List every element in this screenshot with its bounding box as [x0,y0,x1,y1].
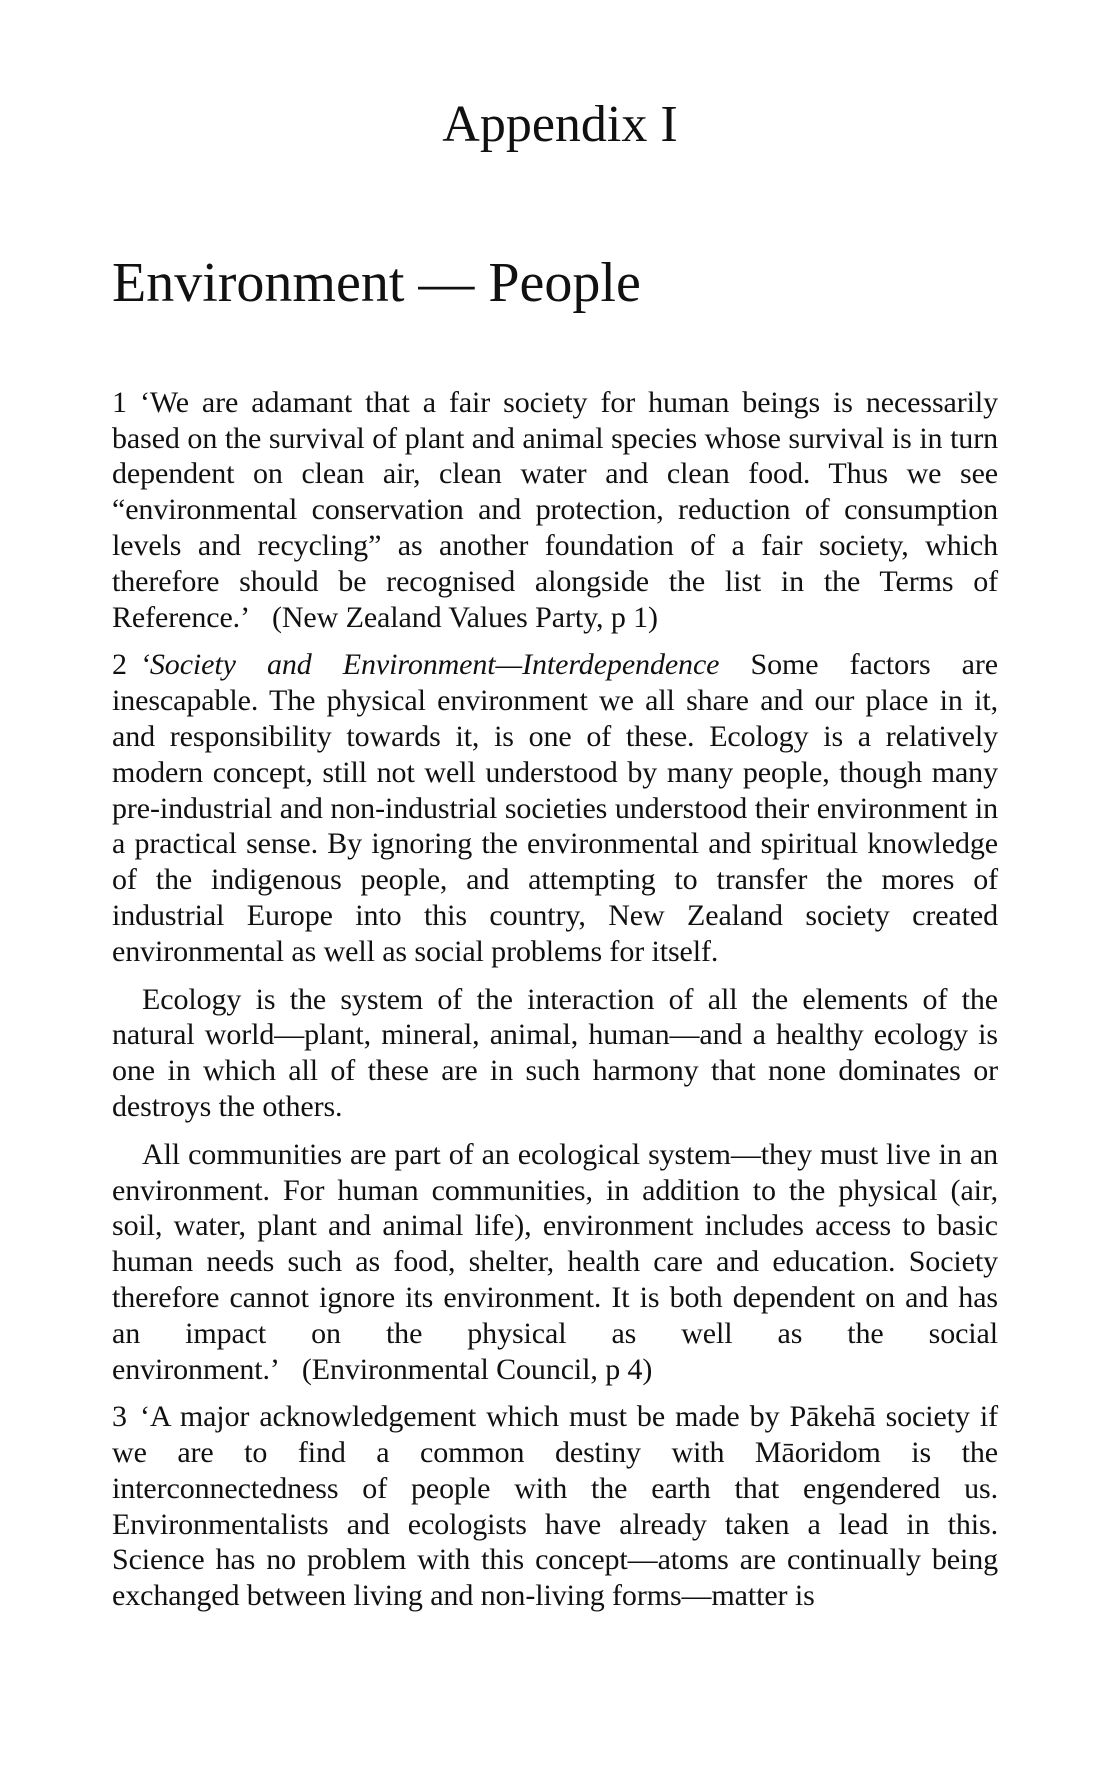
paragraph-text: ‘A major acknowledgement which must be made by Pākehā society if we are to find a common destiny with Māoridom is the interconnectedness of people with the earth that engendered us. Environmentalists and ecologists have already taken a lead in this. Science has no problem with this concept—atoms are continually being exchanged between living and non-living forms—matter is [112,1400,998,1613]
paragraph-1 [112,385,998,636]
paragraph-5 [112,1399,998,1614]
appendix-title: Appendix I [442,96,678,153]
paragraph-4 [112,1137,998,1388]
italic-lead: ‘Society and Environment—Interdependence [140,648,720,682]
section-title: Environment — People [112,252,641,315]
paragraph-number: 2 [112,648,127,682]
document-page [112,96,998,1614]
paragraph-text: ‘We are adamant that a fair society for human beings is necessarily based on the survival of plant and animal species whose survival is in turn dependent on clean air, clean water and clean food. Thus we see “environmental conservation and protection, reduction of consumption levels and recycling” as another foundation of a fair society, which therefore should be recognised alongside the list in the Terms of Reference.’ [112,385,998,634]
paragraph-number: 1 [112,385,127,419]
citation: (Environmental Council, p 4) [301,1352,653,1386]
paragraph-number: 3 [112,1400,127,1434]
paragraph-text: Some factors are inescapable. The physical environment we all share and our place in it, and responsibility towards it, is one of these. Ecology is a relatively modern concept, still not well understood by many people, though many pre-industrial and non-industrial societies understood their environment in a practical sense. By ignoring the environmental and spiritual knowledge of the indigenous people, and attempting to transfer the mores of industrial Europe into this country, New Zealand society created environmental as well as social problems for itself. [112,648,998,968]
paragraph-2 [112,647,998,969]
paragraph-3 [112,982,998,1125]
body-text [112,385,998,1614]
citation: (New Zealand Values Party, p 1) [271,600,658,634]
paragraph-text: Ecology is the system of the interaction of all the elements of the natural world—plant, mineral, animal, human—and a healthy ecology is one in which all of these are in such harmony that none dominates or destroys the others. [112,982,998,1123]
paragraph-text: All communities are part of an ecological system—they must live in an environment. For human communities, in addition to the physical (air, soil, water, plant and animal life), environment includes access to basic human needs such as food, shelter, health care and education. Society therefore cannot ignore its environment. It is both dependent on and has an impact on the physical as well as the social environment.’ [112,1137,998,1386]
